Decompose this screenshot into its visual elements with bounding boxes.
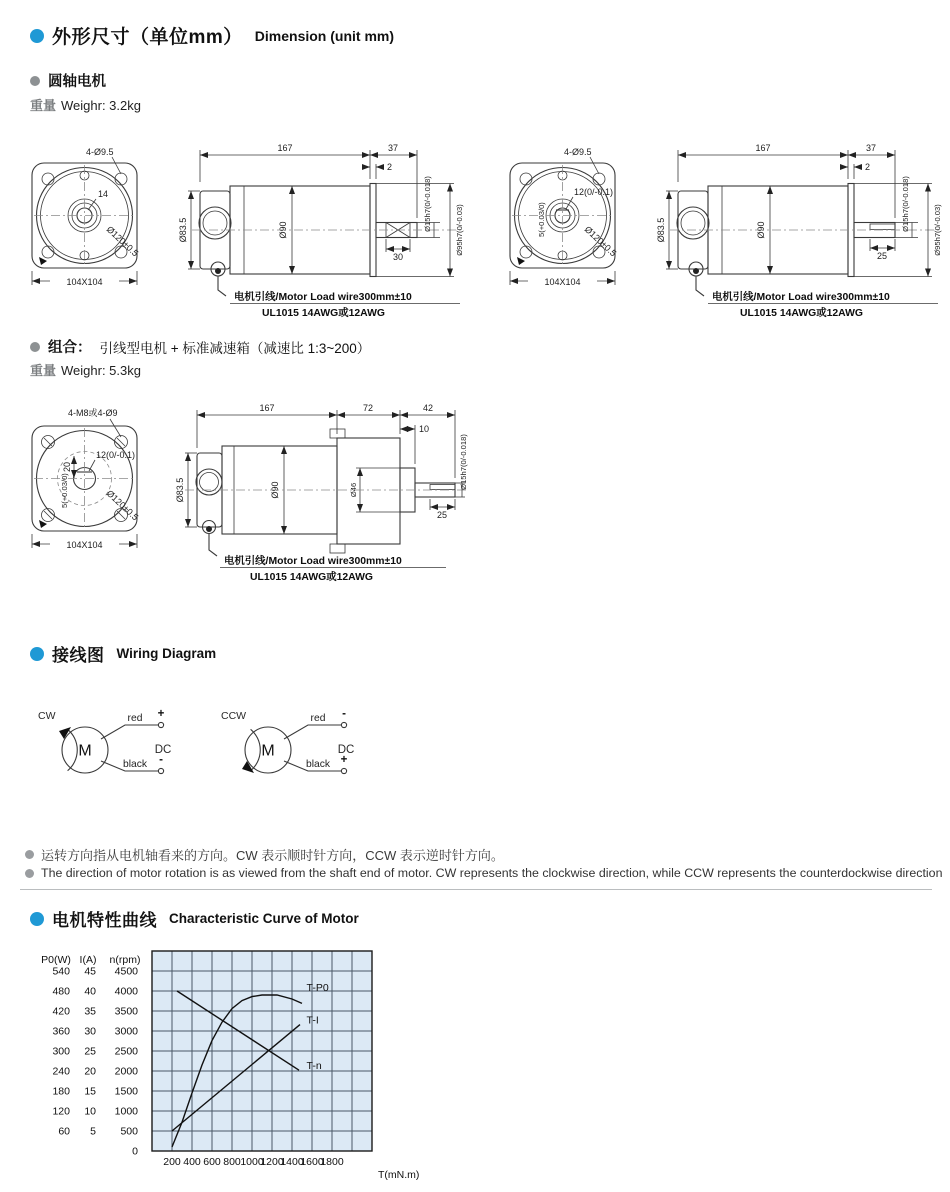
dim-pilot: Ø120±0.5	[104, 488, 141, 523]
subsection-bullet-icon	[30, 342, 40, 352]
dim-holes: 4-Ø9.5	[564, 147, 592, 157]
y-tick: 10	[84, 1105, 96, 1118]
combination-subheader	[30, 336, 370, 357]
x-tick: 800	[223, 1156, 241, 1168]
dim-shaft-len: 37	[387, 143, 399, 153]
top-wire-label: red	[310, 713, 326, 724]
top-terminal	[158, 722, 163, 727]
y-axis-header: n(rpm)	[109, 954, 141, 966]
lead-wire	[209, 534, 217, 556]
wiring-title-en: Wiring Diagram	[116, 646, 217, 661]
wire-spec: UL1015 14AWG或12AWG	[250, 572, 373, 583]
dim-body-dia: Ø90	[756, 221, 766, 239]
keyway	[870, 224, 895, 230]
y-tick: 240	[52, 1065, 70, 1078]
wiring-diagram-ccw	[213, 700, 388, 785]
dim-rear-dia: Ø83.5	[656, 217, 666, 243]
lead-wire	[696, 276, 704, 296]
weight-value: Weighr: 5.3kg	[61, 363, 141, 378]
dim-key-width: 12(0/-0.1)	[96, 450, 136, 460]
dim-motor-len: 167	[259, 403, 275, 413]
dim-key-width: 12(0/-0.1)	[574, 187, 614, 197]
dim-flat-len: 30	[392, 252, 404, 262]
weight-line-2	[30, 360, 141, 379]
direction-label: CCW	[221, 710, 247, 722]
supply-label: DC	[337, 744, 355, 756]
dim-rear-dia: Ø83.5	[178, 217, 188, 243]
note-text-zh: 运转方向指从电机轴看来的方向。CW 表示顺时针方向，CCW 表示逆时针方向。	[41, 848, 504, 863]
wire-note: 电机引线/Motor Load wire300mm±10	[712, 292, 890, 303]
dim-flange-dia: Ø95h7(0/-0.03)	[455, 204, 464, 256]
rotation-arrow-arc	[251, 729, 261, 770]
y-tick: 420	[52, 1005, 70, 1018]
x-tick: 400	[183, 1156, 201, 1168]
round-shaft-title: 圆轴电机	[48, 74, 106, 90]
dim-key-height: 5(+0.03/0)	[537, 202, 546, 237]
weight-line-1	[30, 95, 141, 114]
x-tick: 1000	[240, 1156, 264, 1168]
series-label: T-I	[306, 1014, 319, 1027]
rotation-note-en	[25, 866, 942, 880]
section-title-zh: 外形尺寸（单位mm）	[52, 27, 243, 48]
y-tick: 2000	[114, 1065, 138, 1078]
series-label: T-P0	[306, 982, 329, 995]
direction-label: CW	[38, 710, 56, 722]
y-tick: 40	[84, 985, 96, 998]
characteristic-curve-chart	[30, 945, 450, 1190]
dim-pilot: Ø120±0.5	[104, 224, 141, 259]
series-label: T-n	[306, 1060, 322, 1073]
y-tick: 1500	[114, 1085, 138, 1098]
note-bullet-icon	[25, 869, 34, 878]
y-tick: 4000	[114, 985, 138, 998]
dim-shaft-dia: Ø15h7(0/-0.018)	[901, 176, 910, 232]
y-tick: 500	[120, 1125, 138, 1138]
wire-note: 电机引线/Motor Load wire300mm±10	[224, 556, 402, 567]
wire-spec: UL1015 14AWG或12AWG	[740, 308, 863, 319]
top-terminal	[341, 722, 346, 727]
motor-label: M	[261, 742, 275, 760]
gearbox	[337, 438, 400, 544]
supply-label: DC	[154, 744, 172, 756]
section-bullet-icon	[30, 912, 44, 926]
dim-key-height: 5(+0.03/0)	[60, 473, 69, 508]
wiring-section-header	[30, 641, 216, 666]
curve-title-zh: 电机特性曲线	[52, 911, 157, 930]
curve-section-header	[30, 906, 359, 931]
dim-flange-dia: Ø95h7(0/-0.03)	[933, 204, 942, 256]
x-tick: 1400	[280, 1156, 304, 1168]
y-tick: 5	[90, 1125, 96, 1138]
dim-flange-thk: 2	[865, 162, 871, 172]
front-view	[32, 407, 140, 550]
rotation-arrow-arc	[68, 729, 78, 770]
x-tick: 1200	[260, 1156, 284, 1168]
y-tick: 45	[84, 965, 96, 978]
wire-note: 电机引线/Motor Load wire300mm±10	[234, 292, 412, 303]
bottom-terminal-sign: -	[159, 754, 163, 766]
dim-pilot: Ø120±0.5	[582, 224, 619, 259]
corner-marker	[39, 257, 47, 265]
side-view	[175, 403, 468, 583]
front-view	[510, 147, 618, 287]
dimension-section-header	[30, 22, 394, 49]
divider	[20, 889, 932, 890]
wire-spec: UL1015 14AWG或12AWG	[262, 308, 385, 319]
y-tick: 2500	[114, 1045, 138, 1058]
curve-title-en: Characteristic Curve of Motor	[169, 911, 359, 926]
y-tick: 300	[52, 1045, 70, 1058]
section-bullet-icon	[30, 29, 44, 43]
combination-title-prefix: 组合：	[48, 340, 92, 356]
subsection-bullet-icon	[30, 76, 40, 86]
dim-key-len: 25	[436, 510, 448, 520]
y-tick: 3500	[114, 1005, 138, 1018]
y-tick: 4500	[114, 965, 138, 978]
bottom-terminal	[341, 768, 346, 773]
y-tick: 30	[84, 1025, 96, 1038]
y-tick: 1000	[114, 1105, 138, 1118]
motor-label: M	[78, 742, 92, 760]
top-terminal-sign: +	[157, 708, 165, 720]
bottom-wire-label: black	[305, 759, 331, 770]
note-text-en: The direction of motor rotation is as viewed from the shaft end of motor. CW represents the clockwise direction, while CCW represents the counterdockwise direction	[41, 866, 943, 880]
top-terminal-sign: -	[342, 708, 346, 720]
dim-offset: 20	[62, 461, 72, 472]
round-shaft-subheader	[30, 70, 106, 91]
y-tick: 3000	[114, 1025, 138, 1038]
dim-hub-dia: Ø46	[349, 482, 358, 498]
dim-shaft: 14	[98, 189, 109, 199]
dim-body-dia: Ø90	[278, 221, 288, 239]
dim-step: 10	[419, 424, 430, 434]
dim-gear-len: 72	[362, 403, 374, 413]
corner-marker	[517, 257, 525, 265]
dim-holes: 4-Ø9.5	[86, 147, 114, 157]
x-tick: 1600	[300, 1156, 324, 1168]
y-tick: 25	[84, 1045, 96, 1058]
front-view	[32, 147, 140, 287]
bottom-terminal-sign: +	[340, 754, 348, 766]
dim-body-dia: Ø90	[270, 481, 280, 499]
y-tick: 180	[52, 1085, 70, 1098]
keyway	[430, 485, 455, 490]
y-tick: 15	[84, 1085, 96, 1098]
y-tick: 20	[84, 1065, 96, 1078]
dim-shaft-dia: Ø15h7(0/-0.018)	[423, 176, 432, 232]
dim-shaft-dia: Ø15h7(0/-0.018)	[459, 434, 468, 490]
dim-rear-dia: Ø83.5	[175, 477, 185, 503]
lead-wire	[218, 276, 226, 296]
dim-square: 104X104	[66, 277, 103, 287]
drawing-geared-motor	[22, 398, 472, 588]
weight-label: 重量	[30, 363, 57, 378]
drawing-round-shaft-motor-1	[22, 138, 467, 323]
section-title-en: Dimension (unit mm)	[254, 27, 395, 44]
y-tick: 360	[52, 1025, 70, 1038]
wiring-title-zh: 接线图	[52, 646, 105, 665]
y-tick: 60	[58, 1125, 70, 1138]
dim-body-len: 167	[755, 143, 771, 153]
rotation-note-zh	[25, 845, 504, 864]
y-tick: 480	[52, 985, 70, 998]
dim-square: 104X104	[66, 540, 103, 550]
side-view	[656, 143, 942, 319]
dim-square: 104X104	[544, 277, 581, 287]
x-tick: 1800	[320, 1156, 344, 1168]
side-view	[178, 143, 464, 319]
bottom-terminal	[158, 768, 163, 773]
y-axis-header: I(A)	[79, 954, 97, 966]
combination-title-rest: 引线型电机 + 标准减速箱（减速比 1:3~200）	[99, 340, 371, 356]
x-axis-label: T(mN.m)	[378, 1169, 420, 1181]
dim-shaft-ext: 42	[422, 403, 434, 413]
wiring-diagram-cw	[30, 700, 205, 785]
dim-shaft-len: 37	[865, 143, 877, 153]
dim-holes: 4-M8或4-Ø9	[68, 408, 118, 418]
dim-body-len: 167	[277, 143, 293, 153]
drawing-round-shaft-motor-2	[500, 138, 945, 323]
y-tick: 120	[52, 1105, 70, 1118]
y-tick: 0	[132, 1145, 138, 1158]
top-wire-label: red	[127, 713, 143, 724]
bottom-wire-label: black	[122, 759, 148, 770]
y-tick: 540	[52, 965, 70, 978]
weight-label: 重量	[30, 98, 57, 113]
y-tick: 35	[84, 1005, 96, 1018]
section-bullet-icon	[30, 647, 44, 661]
weight-value: Weighr: 3.2kg	[61, 98, 141, 113]
x-tick: 600	[203, 1156, 221, 1168]
dim-key-len: 25	[876, 251, 888, 261]
note-bullet-icon	[25, 850, 34, 859]
x-tick: 200	[163, 1156, 181, 1168]
y-axis-header: P0(W)	[41, 954, 71, 966]
dim-flange-thk: 2	[387, 162, 393, 172]
